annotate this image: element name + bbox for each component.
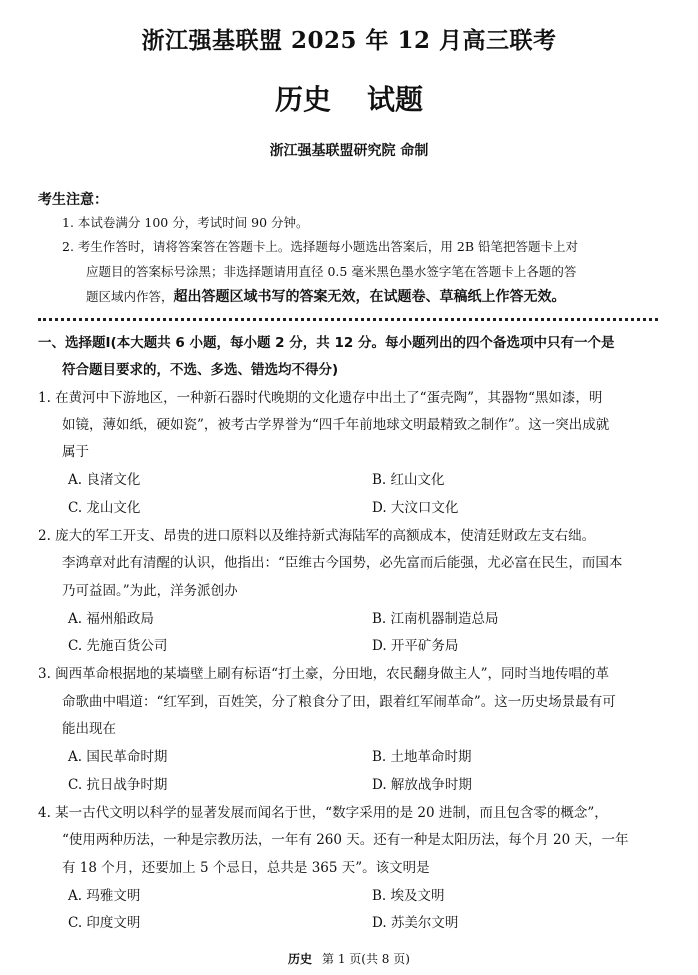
page-footer xyxy=(0,950,698,967)
question-2-option-c: C. 先施百货公司 xyxy=(68,638,168,654)
footer-page-number: 第 1 页(共 8 页) xyxy=(322,952,410,966)
dotted-divider xyxy=(38,318,658,321)
question-4-line-2: “使用两种历法，一种是宗教历法，一年有 260 天。还有一种是太阳历法，每个月 20 天，一年 xyxy=(62,832,629,848)
subject-suffix: 试题 xyxy=(367,83,424,116)
question-1-option-a: A. 良渚文化 xyxy=(68,472,141,488)
question-3-option-a: A. 国民革命时期 xyxy=(68,749,168,765)
question-3-line-2: 命歌曲中唱道：“红军到，百姓笑，分了粮食分了田，跟着红军闹革命”。这一历史场景最有可 xyxy=(62,694,616,710)
question-3-line-1: 3. 闽西革命根据地的某墙壁上刷有标语“打土豪，分田地，农民翻身做主人”，同时当地传唱的革 xyxy=(38,666,609,682)
notice-item-2-line-3 xyxy=(86,286,566,306)
question-2-option-b: B. 江南机器制造总局 xyxy=(372,611,499,627)
notice-item-2-line-2: 应题目的答案标号涂黑；非选择题请用直径 0.5 毫米黑色墨水签字笔在答题卡上各题的答 xyxy=(86,264,577,279)
question-1-option-d: D. 大汶口文化 xyxy=(372,500,459,516)
section-heading-line-2: 符合题目要求的，不选、多选、错选均不得分) xyxy=(62,362,339,378)
question-1-line-1: 1. 在黄河中下游地区，一种新石器时代晚期的文化遗存中出土了“蛋壳陶”，其器物“黑如漆，明 xyxy=(38,390,603,406)
question-4-option-a: A. 玛雅文明 xyxy=(68,888,141,904)
section-heading-line-1: 一、选择题Ⅰ(本大题共 6 小题，每小题 2 分，共 12 分。每小题列出的四个备选项中只有一个是 xyxy=(38,335,615,351)
question-4-option-c: C. 印度文明 xyxy=(68,915,141,931)
subject-name: 历史 xyxy=(274,83,331,116)
question-3-line-3: 能出现在 xyxy=(62,721,116,737)
question-4-line-3: 有 18 个月，还要加上 5 个忌日，总共是 365 天”。该文明是 xyxy=(62,860,430,876)
exam-title: 浙江强基联盟 2025 年 12 月高三联考 xyxy=(141,27,557,54)
notice-emphasis: 超出答题区域书写的答案无效，在试题卷、草稿纸上作答无效。 xyxy=(173,289,566,305)
question-1-option-c: C. 龙山文化 xyxy=(68,500,141,516)
subject-title xyxy=(0,78,698,118)
question-1-option-b: B. 红山文化 xyxy=(372,472,445,488)
notice-item-2-text: 题区域内作答， xyxy=(86,289,174,304)
question-2-option-a: A. 福州船政局 xyxy=(68,611,154,627)
question-1-line-2: 如镜，薄如纸，硬如瓷”，被考古学界誉为“四千年前地球文明最精致之制作”。这一突出成就 xyxy=(62,417,610,433)
notice-item-2-line-1: 2. 考生作答时，请将答案答在答题卡上。选择题每小题选出答案后，用 2B 铅笔把答题卡上对 xyxy=(62,239,578,254)
question-4-line-1: 4. 某一古代文明以科学的显著发展而闻名于世，“数字采用的是 20 进制，而且包含零的概念”， xyxy=(38,805,608,821)
notice-heading: 考生注意： xyxy=(38,192,108,208)
question-3-option-b: B. 土地革命时期 xyxy=(372,749,472,765)
notice-item-1: 1. 本试卷满分 100 分，考试时间 90 分钟。 xyxy=(62,215,309,230)
footer-subject: 历史 xyxy=(288,952,313,966)
question-2-line-1: 2. 庞大的军工开支、昂贵的进口原料以及维持新式海陆军的高额成本，使清廷财政左支右绌。 xyxy=(38,528,596,544)
question-4-option-b: B. 埃及文明 xyxy=(372,888,445,904)
question-2-line-2: 李鸿章对此有清醒的认识，他指出：“臣维古今国势，必先富而后能强，尤必富在民生，而国本 xyxy=(62,555,623,571)
question-4-option-d: D. 苏美尔文明 xyxy=(372,915,459,931)
question-1-line-3: 属于 xyxy=(62,444,89,460)
question-2-line-3: 乃可益固。”为此，洋务派创办 xyxy=(62,583,238,599)
question-3-option-d: D. 解放战争时期 xyxy=(372,777,472,793)
question-2-option-d: D. 开平矿务局 xyxy=(372,638,459,654)
question-3-option-c: C. 抗日战争时期 xyxy=(68,777,168,793)
issuing-organization: 浙江强基联盟研究院 命制 xyxy=(269,143,429,159)
